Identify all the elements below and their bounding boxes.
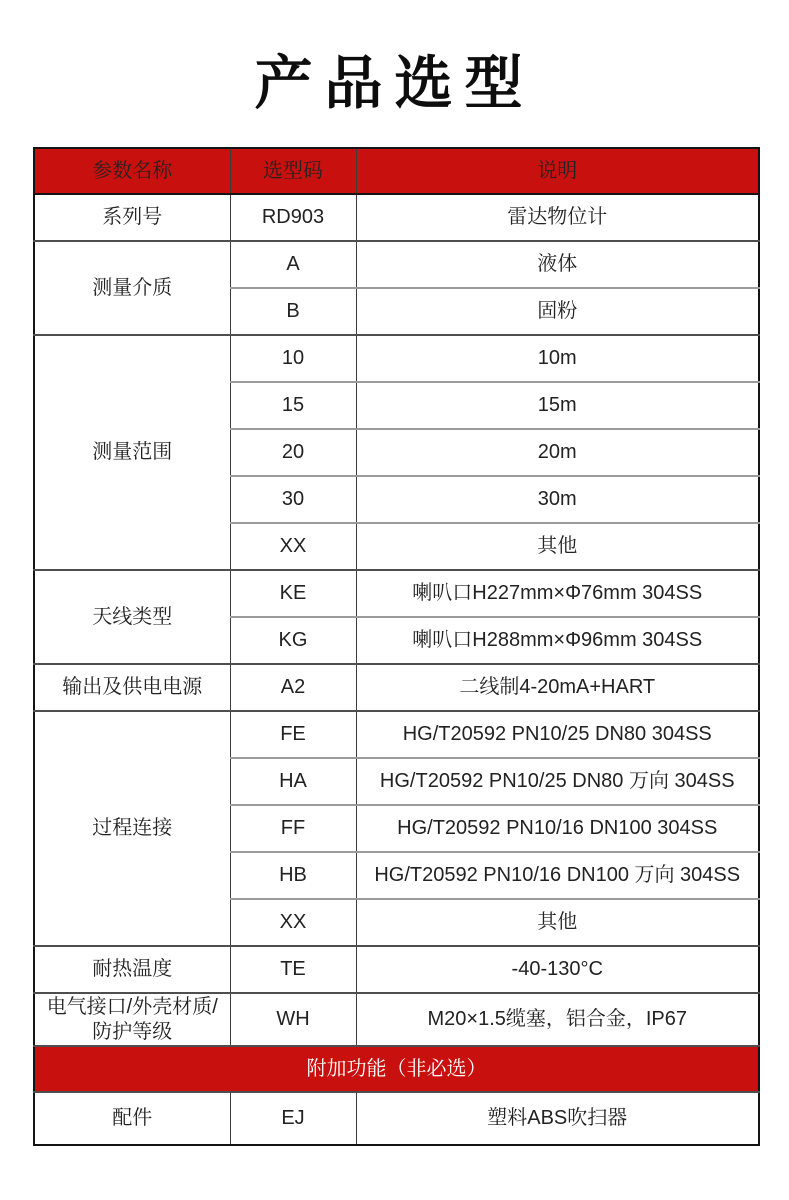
code-cell: HA bbox=[230, 758, 356, 805]
code-cell: B bbox=[230, 288, 356, 335]
code-cell: XX bbox=[230, 899, 356, 946]
desc-cell: 液体 bbox=[356, 241, 759, 288]
page-title: 产品选型 bbox=[254, 51, 535, 116]
code-cell: RD903 bbox=[230, 194, 356, 241]
param-cell: 耐热温度 bbox=[34, 946, 230, 993]
code-cell: XX bbox=[230, 523, 356, 570]
header-param: 参数名称 bbox=[34, 148, 230, 194]
param-cell: 配件 bbox=[34, 1092, 230, 1145]
param-cell: 系列号 bbox=[34, 194, 230, 241]
banner-label: 附加功能（非必选） bbox=[34, 1046, 759, 1092]
code-cell: 15 bbox=[230, 382, 356, 429]
desc-cell: HG/T20592 PN10/16 DN100 万向 304SS bbox=[356, 852, 759, 899]
code-cell: TE bbox=[230, 946, 356, 993]
param-cell: 电气接口/外壳材质/防护等级 bbox=[34, 993, 230, 1046]
desc-cell: M20×1.5缆塞，铝合金，IP67 bbox=[356, 993, 759, 1046]
code-cell: 30 bbox=[230, 476, 356, 523]
code-cell: WH bbox=[230, 993, 356, 1046]
table-row bbox=[34, 194, 759, 241]
code-cell: A bbox=[230, 241, 356, 288]
code-cell: A2 bbox=[230, 664, 356, 711]
table-row bbox=[34, 711, 759, 758]
desc-cell: 喇叭口H288mm×Φ96mm 304SS bbox=[356, 617, 759, 664]
code-cell: 20 bbox=[230, 429, 356, 476]
param-cell: 测量介质 bbox=[34, 241, 230, 335]
code-cell: FE bbox=[230, 711, 356, 758]
code-cell: EJ bbox=[230, 1092, 356, 1145]
code-cell: FF bbox=[230, 805, 356, 852]
table-row bbox=[34, 241, 759, 288]
desc-cell: 喇叭口H227mm×Φ76mm 304SS bbox=[356, 570, 759, 617]
desc-cell: -40-130°C bbox=[356, 946, 759, 993]
code-cell: KE bbox=[230, 570, 356, 617]
param-cell: 输出及供电电源 bbox=[34, 664, 230, 711]
desc-cell: 其他 bbox=[356, 899, 759, 946]
banner-row bbox=[34, 1046, 759, 1092]
table-row bbox=[34, 335, 759, 382]
desc-cell: 雷达物位计 bbox=[356, 194, 759, 241]
param-cell: 天线类型 bbox=[34, 570, 230, 664]
desc-cell: 二线制4-20mA+HART bbox=[356, 664, 759, 711]
table-row bbox=[34, 1092, 759, 1145]
header-row bbox=[34, 148, 759, 194]
header-code: 选型码 bbox=[230, 148, 356, 194]
table-row bbox=[34, 664, 759, 711]
desc-cell: HG/T20592 PN10/16 DN100 304SS bbox=[356, 805, 759, 852]
code-cell: 10 bbox=[230, 335, 356, 382]
desc-cell: 10m bbox=[356, 335, 759, 382]
header-desc: 说明 bbox=[356, 148, 759, 194]
desc-cell: 固粉 bbox=[356, 288, 759, 335]
desc-cell: 其他 bbox=[356, 523, 759, 570]
desc-cell: HG/T20592 PN10/25 DN80 万向 304SS bbox=[356, 758, 759, 805]
param-cell: 测量范围 bbox=[34, 335, 230, 570]
desc-cell: 20m bbox=[356, 429, 759, 476]
param-cell: 过程连接 bbox=[34, 711, 230, 946]
desc-cell: 15m bbox=[356, 382, 759, 429]
desc-cell: HG/T20592 PN10/25 DN80 304SS bbox=[356, 711, 759, 758]
desc-cell: 30m bbox=[356, 476, 759, 523]
desc-cell: 塑料ABS吹扫器 bbox=[356, 1092, 759, 1145]
selection-table-wrap bbox=[33, 147, 758, 1146]
table-row bbox=[34, 993, 759, 1046]
selection-table bbox=[33, 147, 760, 1146]
code-cell: KG bbox=[230, 617, 356, 664]
table-row bbox=[34, 570, 759, 617]
table-row bbox=[34, 946, 759, 993]
code-cell: HB bbox=[230, 852, 356, 899]
